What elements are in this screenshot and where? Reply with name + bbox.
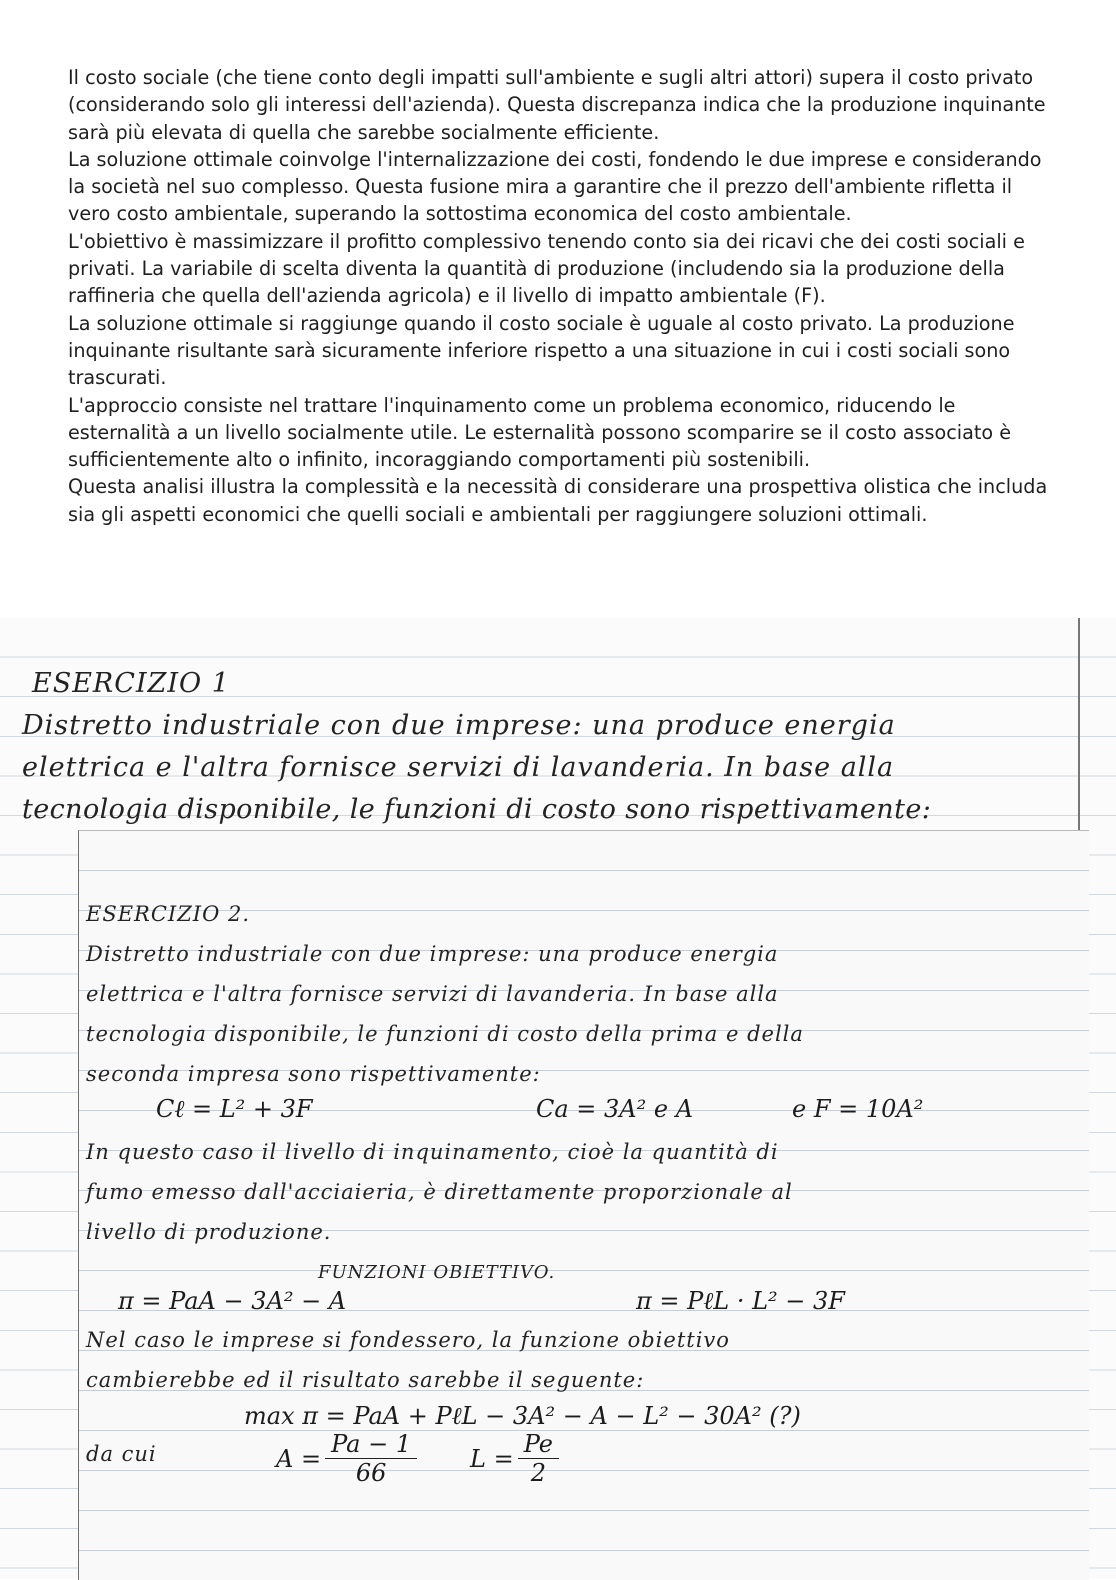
objective-functions-subtitle: FUNZIONI OBIETTIVO. <box>318 1262 556 1283</box>
smoke-function: e F = 10A² <box>792 1095 924 1123</box>
merged-objective-function: max π = PaA + PℓL − 3A² − A − L² − 30A² (?) <box>244 1402 801 1430</box>
cost-function-a: Ca = 3A² e A <box>536 1095 694 1123</box>
handwritten-line: elettrica e l'altra fornisce servizi di lavanderia. In base alla <box>86 982 779 1006</box>
handwritten-line: cambierebbe ed il risultato sarebbe il seguente: <box>86 1368 645 1392</box>
handwritten-line: da cui <box>86 1442 157 1466</box>
paragraph: Questa analisi illustra la complessità e la necessità di considerare una prospettiva olistica che includa sia gli aspetti economici che quelli sociali e ambientali per raggiungere soluzioni ottimali. <box>68 475 1048 526</box>
exercise-2-title: ESERCIZIO 2. <box>86 902 251 926</box>
solution-a-fraction <box>325 1430 417 1487</box>
paragraph: L'approccio consiste nel trattare l'inquinamento come un problema economico, riducendo le esternalità a un livello socialmente utile. Le esternalità possono scomparire se il costo associato è sufficientemente alto o infinito, incoraggiando comportamenti più sostenibili. <box>68 393 1012 472</box>
paragraph: Il costo sociale (che tiene conto degli impatti sull'ambiente e sugli altri attori) supera il costo privato (considerando solo gli interessi dell'azienda). Questa discrepanza indica che la produzione inquinante sarà più elevata di quella che sarebbe socialmente efficiente. <box>68 66 1046 144</box>
objective-function-l: π = PℓL · L² − 3F <box>636 1287 845 1315</box>
paragraph: La soluzione ottimale si raggiunge quando il costo sociale è uguale al costo privato. La produzione inquinante risultante sarà sicuramente inferiore rispetto a una situazione in cui i costi sociali sono trascurati. <box>68 311 1015 390</box>
objective-function-a: π = PaA − 3A² − A <box>118 1287 347 1315</box>
handwritten-line: In questo caso il livello di inquinamento, cioè la quantità di <box>86 1140 779 1164</box>
solution-l-lhs: L = <box>470 1444 514 1473</box>
typed-text-block <box>68 64 1048 528</box>
solution-a-lhs: A = <box>276 1444 322 1473</box>
paragraph: La soluzione ottimale coinvolge l'internalizzazione dei costi, fondendo le due imprese e considerando la società nel suo complesso. Questa fusione mira a garantire che il prezzo dell'ambiente rifletta il vero costo ambientale, superando la sottostima economica del costo ambientale. <box>68 147 1042 226</box>
exercise-1-title: ESERCIZIO 1 <box>32 668 230 699</box>
solution-a-denominator: 66 <box>355 1459 387 1487</box>
handwritten-line: Nel caso le imprese si fondessero, la funzione obiettivo <box>86 1328 730 1352</box>
handwritten-line: fumo emesso dall'acciaieria, è direttamente proporzionale al <box>86 1180 793 1204</box>
solution-l-fraction <box>518 1430 559 1487</box>
solution-l-denominator: 2 <box>530 1459 546 1487</box>
solution-a <box>276 1430 421 1487</box>
handwritten-line: Distretto industriale con due imprese: una produce energia <box>86 942 779 966</box>
handwritten-line: seconda impresa sono rispettivamente: <box>86 1062 541 1086</box>
handwritten-line: elettrica e l'altra fornisce servizi di lavanderia. In base alla <box>22 752 895 783</box>
solution-l <box>470 1430 563 1487</box>
handwritten-line: livello di produzione. <box>86 1220 332 1244</box>
solution-a-numerator: Pa − 1 <box>325 1430 417 1459</box>
paragraph: L'obiettivo è massimizzare il profitto complessivo tenendo conto sia dei ricavi che dei costi sociali e privati. La variabile di scelta diventa la quantità di produzione (includendo sia la produzione della raffineria che quella dell'azienda agricola) e il livello di impatto ambientale (F). <box>68 229 1025 308</box>
handwritten-line: tecnologia disponibile, le funzioni di costo sono rispettivamente: <box>22 794 932 825</box>
handwritten-line: tecnologia disponibile, le funzioni di costo della prima e della <box>86 1022 804 1046</box>
handwritten-line: Distretto industriale con due imprese: una produce energia <box>22 710 896 741</box>
cost-function-l: Cℓ = L² + 3F <box>156 1095 313 1123</box>
solution-l-numerator: Pe <box>518 1430 559 1459</box>
